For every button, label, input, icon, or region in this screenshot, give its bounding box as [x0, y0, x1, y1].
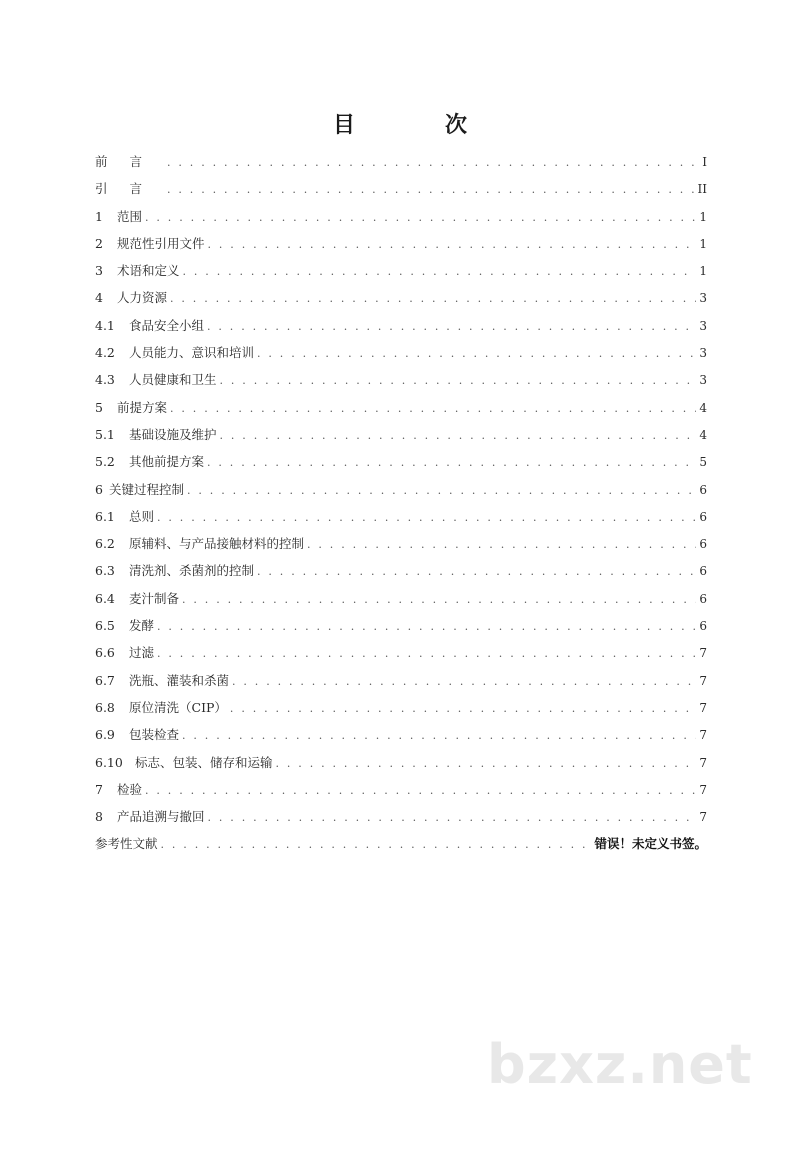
toc-leader-dots: [167, 149, 699, 176]
toc-entry-label: 标志、包装、储存和运输: [135, 754, 273, 770]
toc-leader-dots: [145, 777, 696, 804]
toc-entry-label: 食品安全小组: [129, 317, 205, 333]
toc-entry-page: 6: [699, 509, 707, 524]
toc-entry[interactable]: [95, 421, 707, 448]
toc-error-message: 错误！未定义书签。: [594, 836, 707, 852]
toc-entry-number: 6.9: [95, 727, 115, 743]
toc-entry-label: 引言: [95, 181, 165, 197]
toc-leader-dots: [157, 613, 696, 640]
toc-entry-label: 范围: [117, 208, 143, 224]
toc-entry-page: 5: [699, 455, 707, 470]
toc-entry[interactable]: [95, 394, 707, 421]
toc-entry-page: 6: [699, 591, 707, 606]
toc-leader-dots: [157, 640, 696, 667]
toc-leader-dots: [276, 750, 697, 777]
toc-leader-dots: [307, 531, 696, 558]
watermark: bzxz.net: [487, 1033, 753, 1096]
toc-entry-number: 5: [95, 399, 103, 415]
toc-entry[interactable]: [95, 503, 707, 530]
toc-entry-page: 7: [699, 755, 707, 770]
toc-entry-label: 麦汁制备: [129, 590, 180, 606]
toc-leader-dots: [207, 449, 696, 476]
toc-entry[interactable]: [95, 230, 707, 257]
toc-entry[interactable]: [95, 448, 707, 475]
toc-leader-dots: [167, 176, 695, 203]
toc-leader-dots: [161, 831, 592, 858]
toc-entry[interactable]: [95, 476, 707, 503]
toc-leader-dots: [257, 340, 696, 367]
toc-entry-number: 4.3: [95, 372, 115, 388]
toc-entry[interactable]: [95, 203, 707, 230]
toc-leader-dots: [187, 477, 696, 504]
toc-entry[interactable]: [95, 721, 707, 748]
toc-entry-number: 6.10: [95, 754, 123, 770]
toc-entry-page: 7: [699, 810, 707, 825]
toc-entry-number: 8: [95, 809, 103, 825]
toc-entry-page: 7: [699, 782, 707, 797]
toc-entry-page: 3: [699, 373, 707, 388]
toc-entry-page: 1: [699, 264, 707, 279]
toc-entry[interactable]: [95, 776, 707, 803]
toc-entry-label: 产品追溯与撤回: [117, 809, 205, 825]
toc-entry-label: 其他前提方案: [129, 454, 205, 470]
toc-entry-page: 3: [699, 318, 707, 333]
toc-entry-number: 3: [95, 263, 103, 279]
toc-entry-number: 6.6: [95, 645, 115, 661]
toc-entry-number: 4.2: [95, 345, 115, 361]
toc-entry-label: 术语和定义: [117, 263, 180, 279]
toc-leader-dots: [230, 695, 696, 722]
toc-leader-dots: [170, 395, 696, 422]
toc-entry-page: 7: [699, 646, 707, 661]
toc-leader-dots: [208, 231, 697, 258]
toc-entry-number: 6.7: [95, 672, 115, 688]
toc-entry[interactable]: [95, 667, 707, 694]
toc-leader-dots: [220, 422, 697, 449]
toc-entry[interactable]: [95, 339, 707, 366]
toc-entry-page: 4: [699, 427, 707, 442]
toc-entry-number: 6.4: [95, 590, 115, 606]
toc-entry-page: 6: [699, 537, 707, 552]
toc-entry-label: 人力资源: [117, 290, 168, 306]
toc-entry-label: 发酵: [129, 618, 155, 634]
toc-entry-label: 关键过程控制: [109, 481, 185, 497]
toc-entry[interactable]: [95, 557, 707, 584]
toc-leader-dots: [257, 558, 696, 585]
toc-leader-dots: [207, 313, 696, 340]
toc-entry-page: I: [702, 155, 707, 169]
toc-entry-page: 6: [699, 619, 707, 634]
toc-entry-number: 5.2: [95, 454, 115, 470]
table-of-contents: [95, 148, 707, 858]
toc-entry-label: 原位清洗（CIP）: [129, 699, 227, 715]
toc-leader-dots: [220, 367, 697, 394]
toc-entry-label: 规范性引用文件: [117, 235, 205, 251]
toc-entry-label: 包装检查: [129, 727, 180, 743]
toc-entry[interactable]: [95, 830, 707, 857]
toc-entry-number: 6.8: [95, 699, 115, 715]
toc-entry-page: 1: [699, 209, 707, 224]
toc-leader-dots: [170, 285, 696, 312]
toc-entry-number: 7: [95, 781, 103, 797]
toc-entry[interactable]: [95, 694, 707, 721]
toc-entry[interactable]: [95, 639, 707, 666]
toc-entry-page: II: [697, 182, 707, 197]
toc-entry[interactable]: [95, 612, 707, 639]
toc-entry-label: 基础设施及维护: [129, 426, 217, 442]
toc-leader-dots: [183, 258, 697, 285]
toc-entry-number: 2: [95, 235, 103, 251]
toc-entry[interactable]: [95, 530, 707, 557]
toc-entry-label: 参考性文献: [95, 836, 158, 852]
toc-entry[interactable]: [95, 284, 707, 311]
toc-entry-label: 过滤: [129, 645, 155, 661]
toc-entry-number: 6.3: [95, 563, 115, 579]
toc-entry[interactable]: [95, 366, 707, 393]
toc-leader-dots: [145, 204, 696, 231]
toc-entry-label: 前言: [95, 154, 165, 169]
toc-entry-label: 洗瓶、灌装和杀菌: [129, 672, 230, 688]
toc-entry-page: 6: [699, 564, 707, 579]
toc-entry-number: 4: [95, 290, 103, 306]
toc-entry-page: 1: [699, 236, 707, 251]
toc-entry[interactable]: [95, 749, 707, 776]
toc-entry[interactable]: [95, 257, 707, 284]
toc-entry[interactable]: [95, 148, 707, 175]
toc-entry-number: 6: [95, 481, 103, 497]
toc-entry-label: 前提方案: [117, 399, 168, 415]
toc-leader-dots: [208, 804, 697, 831]
toc-entry-page: 6: [699, 482, 707, 497]
toc-leader-dots: [182, 586, 696, 613]
toc-entry-number: 6.1: [95, 508, 115, 524]
toc-entry-page: 7: [699, 673, 707, 688]
toc-entry-number: 6.2: [95, 536, 115, 552]
toc-entry[interactable]: [95, 175, 707, 202]
toc-entry-label: 总则: [129, 508, 155, 524]
toc-entry-label: 原辅料、与产品接触材料的控制: [129, 536, 305, 552]
toc-entry-label: 清洗剂、杀菌剂的控制: [129, 563, 255, 579]
toc-entry-page: 3: [699, 346, 707, 361]
toc-entry-number: 4.1: [95, 317, 115, 333]
toc-entry-page: 7: [699, 728, 707, 743]
toc-leader-dots: [182, 722, 696, 749]
toc-entry-page: 3: [699, 291, 707, 306]
toc-entry[interactable]: [95, 312, 707, 339]
toc-leader-dots: [232, 668, 696, 695]
toc-entry-label: 人员能力、意识和培训: [129, 345, 255, 361]
toc-entry[interactable]: [95, 585, 707, 612]
toc-entry-label: 人员健康和卫生: [129, 372, 217, 388]
toc-entry-number: 5.1: [95, 426, 115, 442]
toc-leader-dots: [157, 504, 696, 531]
toc-entry[interactable]: [95, 803, 707, 830]
toc-title: 目 次: [332, 113, 501, 138]
toc-entry-page: 7: [699, 700, 707, 715]
toc-entry-number: 1: [95, 208, 103, 224]
toc-entry-page: 4: [699, 400, 707, 415]
toc-entry-number: 6.5: [95, 618, 115, 634]
toc-entry-label: 检验: [117, 781, 143, 797]
